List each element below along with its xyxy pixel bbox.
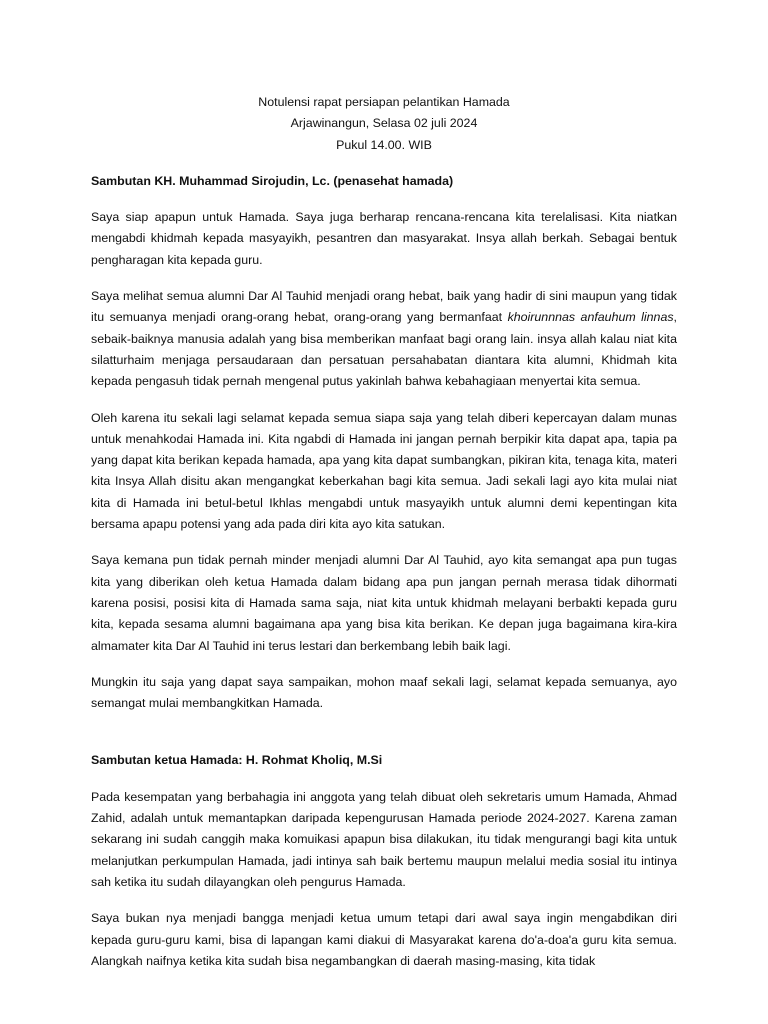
paragraph-text: Saya melihat semua alumni Dar Al Tauhid menjadi orang hebat, baik yang hadir di sini maupun yang tidak itu semuanya menjadi orang-orang hebat, orang-orang yang bermanfaat xyxy=(91,289,677,325)
italic-phrase: khoirunnnas anfauhum linnas xyxy=(507,310,674,325)
section-title-ketua: Sambutan ketua Hamada: H. Rohmat Kholiq, M.Si xyxy=(91,753,383,768)
paragraph xyxy=(91,286,677,392)
paragraph: Saya kemana pun tidak pernah minder menjadi alumni Dar Al Tauhid, ayo kita semangat apa pun tugas kita yang diberikan oleh ketua Hamada dalam bidang apa pun jangan pernah merasa tidak dihormati karena posisi, posisi kita di Hamada sama saja, niat kita untuk khidmah melayani berbakti kepada guru kita, kepada sesama alumni bagaimana apa yang bisa kita berikan. Ke depan juga bagaimana kira-kira almamater kita Dar Al Tauhid ini terus lestari dan berkembang lebih baik lagi. xyxy=(91,553,677,653)
meeting-place-date: Arjawinangun, Selasa 02 juli 2024 xyxy=(290,116,478,131)
paragraph-text: , sebaik-baiknya manusia adalah yang bisa memberikan manfaat bagi orang lain. insya allah kalau niat kita silatturhaim menjaga persaudaraan dan persatuan persahabatan diantara kita alumni, Khidmah kita kepada pengasuh tidak pernah mengenal putus yakinlah bahwa kebahagiaan menyertai kita semua. xyxy=(91,310,677,389)
document-title: Notulensi rapat persiapan pelantikan Hamada xyxy=(258,95,510,109)
section-title-penasehat: Sambutan KH. Muhammad Sirojudin, Lc. (penasehat hamada) xyxy=(91,173,454,188)
paragraph: Saya bukan nya menjadi bangga menjadi ketua umum tetapi dari awal saya ingin mengabdikan diri kepada guru-guru kami, bisa di lapangan kami diakui di Masyarakat karena do'a-doa'a guru kita semua. Alangkah naifnya ketika kita sudah bisa negambangkan di daerah masing-masing, kita tidak xyxy=(91,911,677,968)
document-header xyxy=(91,92,677,156)
paragraph: Saya siap apapun untuk Hamada. Saya juga berharap rencana-rencana kita terelalisasi. Kita niatkan mengabdi khidmah kepada masyayikh, pesantren dan masyarakat. Insya allah berkah. Sebagai bentuk pengharagan kita kepada guru. xyxy=(91,210,677,267)
meeting-time: Pukul 14.00. WIB xyxy=(336,137,432,152)
section-spacer xyxy=(91,729,677,750)
paragraph: Oleh karena itu sekali lagi selamat kepada semua siapa saja yang telah diberi kepercayan dalam munas untuk menahkodai Hamada ini. Kita ngabdi di Hamada ini jangan pernah berpikir kita dapat apa, tapia pa yang dapat kita berikan kepada hamada, apa yang kita dapat sumbangkan, pikiran kita, tenaga kita, materi kita Insya Allah disitu akan mengangkat keberkahan bagi kita semua. Jadi sekali lagi ayo kita mulai niat kita di Hamada ini betul-betul Ikhlas mengabdi untuk masyayikh untuk alumni demi kepentingan kita bersama apapu potensi yang ada pada diri kita ayo kita satukan. xyxy=(91,410,677,532)
paragraph: Pada kesempatan yang berbahagia ini anggota yang telah dibuat oleh sekretaris umum Hamada, Ahmad Zahid, adalah untuk memantapkan daripada kepengurusan Hamada periode 2024-2027. Karena zaman sekarang ini sudah canggih maka komuikasi apapun bisa dilakukan, itu tidak mengurangi bagi kita untuk melanjutkan perkumpulan Hamada, jadi intinya sah baik bertemu maupun melalui media sosial itu intinya sah ketika itu sudah dilayangkan oleh pengurus Hamada. xyxy=(91,789,677,889)
paragraph: Mungkin itu saja yang dapat saya sampaikan, mohon maaf sekali lagi, selamat kepada semuanya, ayo semangat mulai membangkitkan Hamada. xyxy=(91,674,677,711)
